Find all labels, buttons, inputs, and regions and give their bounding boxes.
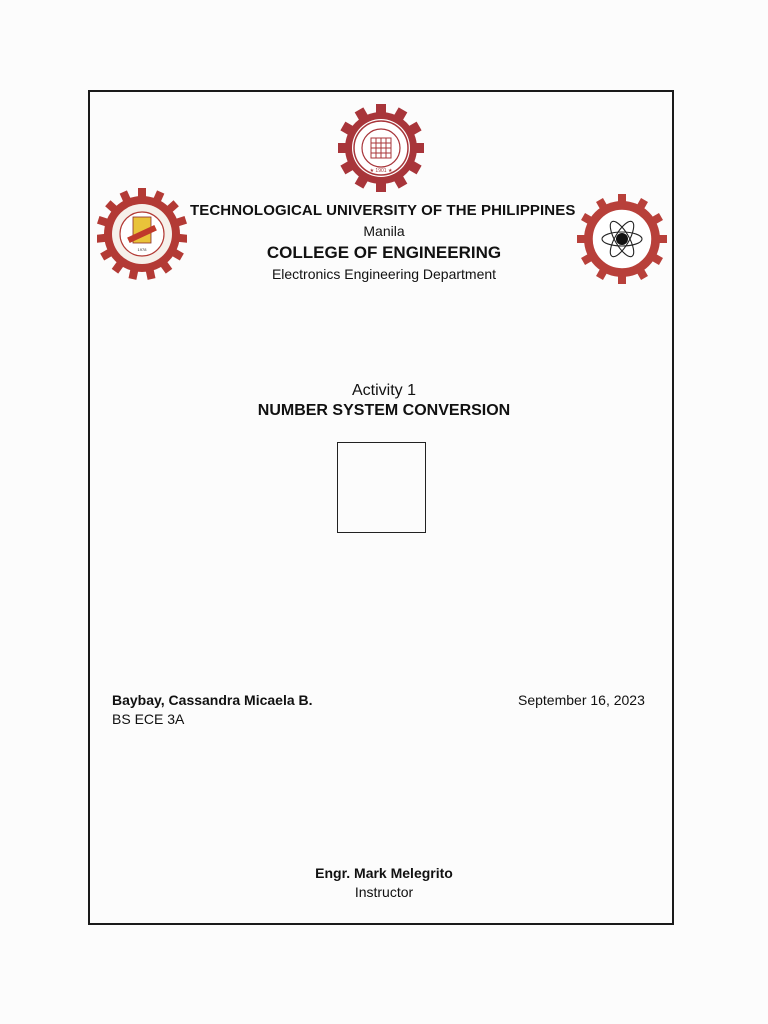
activity-title: NUMBER SYSTEM CONVERSION <box>257 402 511 419</box>
submission-date: September 16, 2023 <box>518 692 645 708</box>
college-name: COLLEGE OF ENGINEERING <box>266 243 502 262</box>
student-section: BS ECE 3A <box>112 711 185 727</box>
instructor-role: Instructor <box>354 884 414 900</box>
svg-text:★ 1901 ★: ★ 1901 ★ <box>369 168 393 174</box>
svg-text:1978: 1978 <box>137 247 147 252</box>
activity-label: Activity 1 <box>351 382 416 399</box>
university-city: Manila <box>363 223 405 239</box>
student-name: Baybay, Cassandra Micaela B. <box>112 692 313 708</box>
department-name: Electronics Engineering Department <box>271 266 497 282</box>
tup-seal-logo <box>338 104 424 192</box>
photo-placeholder <box>337 442 426 533</box>
instructor-name: Engr. Mark Melegrito <box>315 865 453 881</box>
university-name: TECHNOLOGICAL UNIVERSITY OF THE PHILIPPINES <box>190 202 576 219</box>
